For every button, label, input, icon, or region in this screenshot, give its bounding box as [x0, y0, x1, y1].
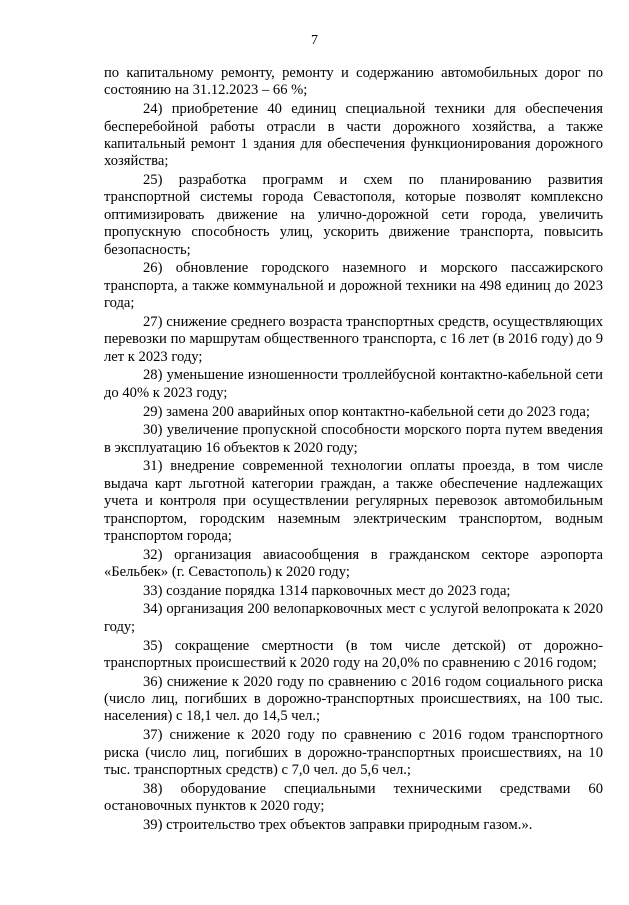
page-number: 7 — [311, 33, 318, 48]
list-item-38: 38) оборудование специальными техническими средствами 60 остановочных пунктов к 2020 году; — [104, 780, 603, 815]
list-item-39: 39) строительство трех объектов заправки природным газом.». — [143, 816, 533, 833]
list-item-25: 25) разработка программ и схем по планированию развития транспортной системы города Севастополя, которые позволят комплексно оптимизировать движение на улично-дорожной сети города, увеличить пропускную способность улиц, ускорить движение транспорта, повысить безопасность; — [104, 172, 603, 258]
list-item-29: 29) замена 200 аварийных опор контактно-кабельной сети до 2023 года; — [143, 403, 590, 420]
list-item-34: 34) организация 200 велопарковочных мест с услугой велопроката к 2020 году; — [104, 601, 603, 635]
list-item-28: 28) уменьшение изношенности троллейбусной контактно-кабельной сети до 40% к 2023 году; — [104, 367, 603, 401]
document-body — [104, 65, 603, 836]
list-item-26: 26) обновление городского наземного и морского пассажирского транспорта, а также коммунальной и дорожной техники на 498 единиц до 2023 года; — [104, 260, 603, 312]
list-item-33: 33) создание порядка 1314 парковочных мест до 2023 года; — [143, 582, 511, 599]
list-item-35: 35) сокращение смертности (в том числе детской) от дорожно-транспортных происшествий к 2020 году на 20,0% по сравнению с 2016 годом; — [104, 637, 603, 671]
list-item-37: 37) снижение к 2020 году по сравнению с 2016 годом транспортного риска (число лиц, погибших в дорожно-транспортных происшествиях, на 10 тыс. транспортных средств) с 7,0 чел. до 5,6 чел.; — [104, 727, 603, 778]
paragraph-continuation: по капитальному ремонту, ремонту и содержанию автомобильных дорог по состоянию на 31.12.2023 – 66 %; — [104, 65, 603, 99]
list-item-36: 36) снижение к 2020 году по сравнению с 2016 годом социального риска (число лиц, погибших в дорожно-транспортных происшествиях, на 100 тыс. населения) с 18,1 чел. до 14,5 чел.; — [104, 673, 603, 725]
list-item-30: 30) увеличение пропускной способности морского порта путем введения в эксплуатацию 16 объектов к 2020 году; — [104, 422, 603, 456]
list-item-31: 31) внедрение современной технологии оплаты проезда, в том числе выдача карт льготной категории граждан, а также обеспечение надлежащих учета и контроля при осуществлении регулярных перевозок автомобильным транспортом, городским наземным электрическим транспортом, водным транспортом города; — [104, 458, 603, 544]
list-item-32: 32) организация авиасообщения в гражданском секторе аэропорта «Бельбек» (г. Севастополь) к 2020 году; — [104, 546, 603, 581]
list-item-24: 24) приобретение 40 единиц специальной техники для обеспечения бесперебойной работы отрасли в части дорожного хозяйства, а также капитальный ремонт 1 здания для обеспечения функционирования дорожного хозяйства; — [104, 101, 603, 170]
list-item-27: 27) снижение среднего возраста транспортных средств, осуществляющих перевозки по маршрутам общественного транспорта, с 16 лет (в 2016 году) до 9 лет к 2023 году; — [104, 313, 603, 365]
